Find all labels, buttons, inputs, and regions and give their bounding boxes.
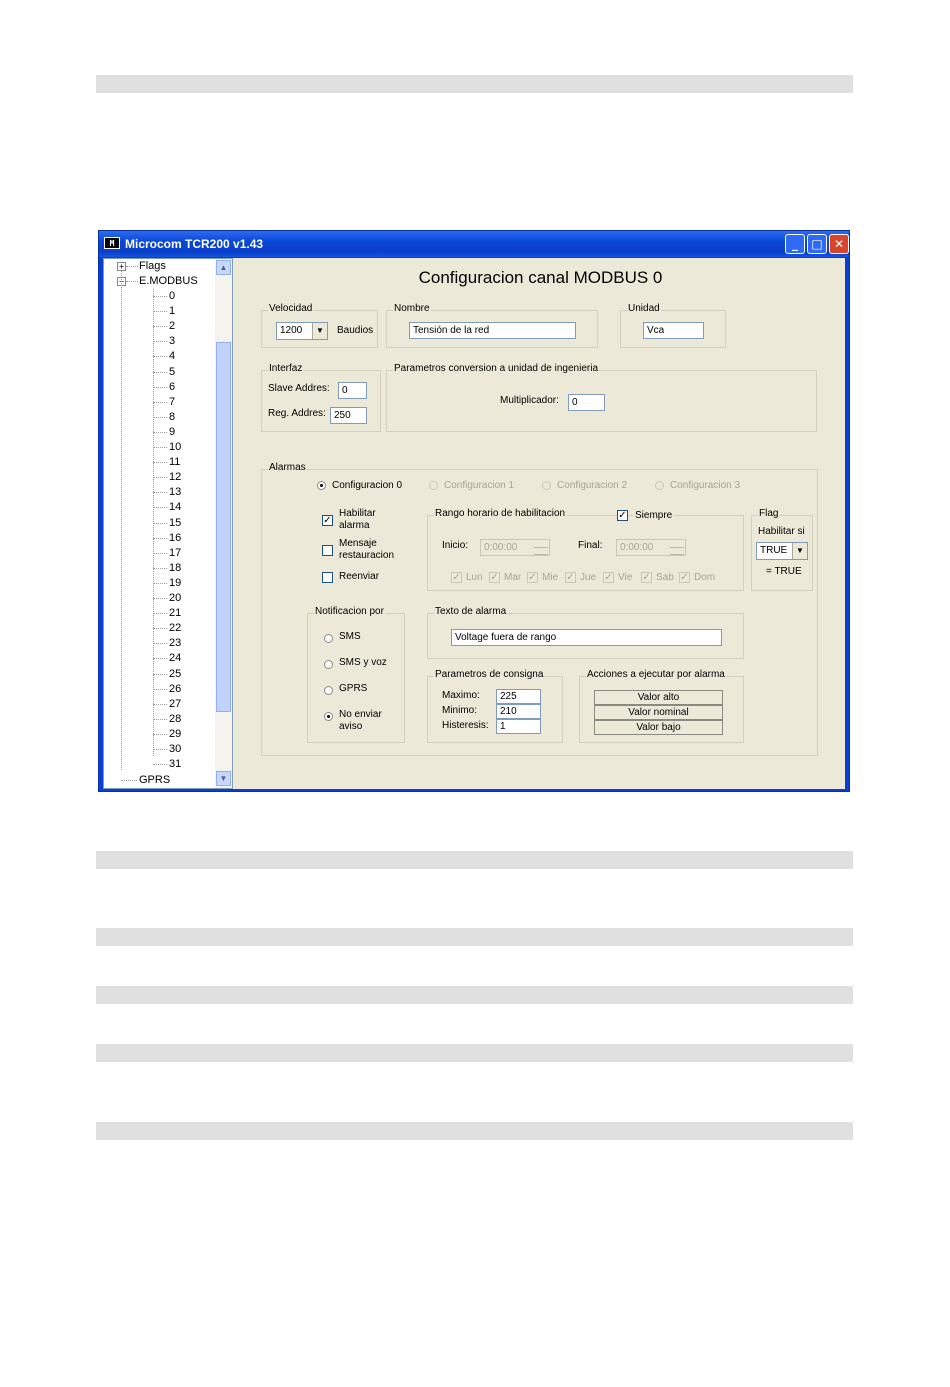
- day-vie-checkbox[interactable]: ✓: [604, 572, 613, 583]
- consigna-group: [427, 669, 563, 743]
- tree-item-channel[interactable]: 8: [169, 410, 176, 423]
- day-label: Mar: [504, 572, 522, 583]
- maximo-input[interactable]: 225: [496, 689, 541, 704]
- unidad-input[interactable]: Vca: [643, 322, 704, 339]
- inicio-time-value: 0:00:00: [484, 542, 518, 553]
- day-mie-checkbox[interactable]: ✓: [528, 572, 537, 583]
- config-2-label: Configuracion 2: [557, 480, 628, 491]
- interfaz-group: [261, 363, 381, 432]
- notificacion-radio[interactable]: [324, 686, 333, 695]
- tree-item-channel[interactable]: 31: [169, 758, 182, 771]
- reenviar-label: Reenviar: [339, 571, 380, 582]
- config-0-radio[interactable]: [317, 481, 326, 490]
- mensaje-restauracion-checkbox[interactable]: [322, 545, 333, 556]
- tree-item-channel[interactable]: 27: [169, 697, 182, 710]
- texto-alarma-group: [427, 606, 744, 659]
- inicio-time-input[interactable]: [480, 539, 550, 556]
- mensaje-restauracion-label: Mensaje restauracion: [339, 538, 395, 561]
- page-divider-bar: [96, 1044, 853, 1062]
- texto-alarma-label: Texto de alarma: [435, 606, 507, 617]
- siempre-checkbox[interactable]: ✓: [618, 510, 627, 521]
- habilitar-alarma-checkbox[interactable]: ✓: [323, 515, 332, 526]
- tree-item-channel[interactable]: 21: [169, 607, 182, 620]
- notificacion-group: [307, 606, 405, 743]
- nombre-label: Nombre: [394, 303, 430, 314]
- app-logo-icon: M: [104, 237, 120, 249]
- conversion-label: Parametros conversion a unidad de ingenieria: [394, 363, 599, 374]
- spinner-icon[interactable]: [534, 541, 548, 554]
- page-divider-bar: [96, 928, 853, 946]
- final-time-value: 0:00:00: [620, 542, 654, 553]
- tree-item-channel[interactable]: 9: [169, 425, 176, 438]
- config-tree[interactable]: [103, 258, 233, 789]
- page-divider-bar: [96, 986, 853, 1004]
- flag-group: [751, 508, 813, 591]
- tree-item-channel[interactable]: 1: [169, 305, 176, 318]
- tree-item-channel[interactable]: 0: [169, 290, 176, 302]
- expand-icon[interactable]: +: [117, 262, 126, 271]
- tree-item-channel[interactable]: 13: [169, 486, 182, 499]
- valor-bajo-button[interactable]: Valor bajo: [594, 720, 723, 735]
- inicio-label: Inicio:: [442, 540, 469, 551]
- tree-item-channel[interactable]: 16: [169, 531, 182, 544]
- page-title: Configuracion canal MODBUS 0: [418, 268, 663, 287]
- day-label: Mie: [542, 572, 559, 583]
- tree-item-channel[interactable]: 30: [169, 743, 182, 755]
- minimo-label: Minimo:: [442, 705, 478, 716]
- tree-item-channel[interactable]: 15: [169, 516, 182, 529]
- tree-item-channel[interactable]: 18: [169, 561, 182, 574]
- config-0-label: Configuracion 0: [332, 480, 403, 491]
- reg-address-label: Reg. Addres:: [268, 408, 326, 419]
- multiplicador-label: Multiplicador:: [500, 395, 559, 406]
- window-title: Microcom TCR200 v1.43: [125, 237, 264, 251]
- tree-item-channel[interactable]: 24: [169, 652, 182, 665]
- slave-address-input[interactable]: 0: [338, 382, 367, 399]
- tree-item-channel[interactable]: 25: [169, 667, 182, 680]
- tree-item-channel[interactable]: 29: [169, 727, 182, 740]
- tree-item-channel[interactable]: 12: [169, 471, 182, 484]
- day-dom-checkbox[interactable]: ✓: [680, 572, 689, 583]
- page-divider-bar: [96, 851, 853, 869]
- chevron-down-icon[interactable]: ▼: [792, 543, 807, 559]
- velocidad-value: 1200: [280, 325, 303, 336]
- habilitar-alarma-label: Habilitar alarma: [339, 508, 376, 531]
- notificacion-radio[interactable]: [324, 660, 333, 669]
- habilitar-si-label: Habilitar si: [758, 526, 805, 537]
- tree-item-channel[interactable]: 28: [169, 712, 182, 725]
- config-3-label: Configuracion 3: [670, 480, 741, 491]
- day-label: Dom: [694, 572, 716, 583]
- day-jue-checkbox[interactable]: ✓: [566, 572, 575, 583]
- notificacion-option-label: GPRS: [339, 683, 368, 694]
- day-lun-checkbox[interactable]: ✓: [452, 572, 461, 583]
- reenviar-checkbox[interactable]: [322, 572, 333, 583]
- consigna-label: Parametros de consigna: [435, 669, 544, 680]
- notificacion-option-label: No enviar aviso: [339, 709, 382, 732]
- page-divider-bar: [96, 1122, 853, 1140]
- client-area: [103, 258, 845, 789]
- velocidad-select[interactable]: [276, 322, 328, 340]
- unidad-group: [620, 303, 726, 348]
- tree-item-channel[interactable]: 7: [169, 395, 176, 408]
- title-bar[interactable]: [99, 231, 849, 257]
- tree-scrollbar[interactable]: [215, 259, 232, 788]
- maximize-button[interactable]: □: [807, 234, 827, 254]
- spinner-icon[interactable]: [670, 541, 684, 554]
- config-2-radio[interactable]: [542, 481, 551, 490]
- collapse-icon[interactable]: −: [117, 277, 126, 286]
- tree-item-emodbus[interactable]: E.MODBUS: [139, 275, 198, 287]
- day-mar-checkbox[interactable]: ✓: [490, 572, 499, 583]
- page-divider-bar: [96, 75, 853, 93]
- close-button[interactable]: ✕: [829, 234, 849, 254]
- tree-item-channel[interactable]: 19: [169, 576, 182, 589]
- rango-horario-label: Rango horario de habilitacion: [435, 508, 566, 519]
- rango-horario-group: [427, 508, 744, 591]
- config-1-radio[interactable]: [429, 481, 438, 490]
- nombre-group: [386, 303, 598, 348]
- day-sab-checkbox[interactable]: ✓: [642, 572, 651, 583]
- tree-item-channel[interactable]: 17: [169, 546, 182, 559]
- alarmas-group: [261, 462, 818, 756]
- config-3-radio[interactable]: [655, 481, 664, 490]
- reg-address-input[interactable]: 250: [330, 407, 367, 424]
- tree-item-channel[interactable]: 26: [169, 682, 182, 695]
- tree-item-channel[interactable]: 2: [169, 320, 176, 333]
- nombre-input[interactable]: Tensión de la red: [409, 322, 576, 339]
- maximo-label: Maximo:: [442, 690, 480, 701]
- day-label: Lun: [466, 572, 483, 583]
- alarmas-label: Alarmas: [269, 462, 306, 473]
- day-label: Sab: [656, 572, 674, 583]
- histeresis-label: Histeresis:: [442, 720, 489, 731]
- slave-address-label: Slave Addres:: [268, 383, 330, 394]
- flag-result: = TRUE: [766, 566, 802, 577]
- tree-item-channel[interactable]: 10: [169, 441, 182, 453]
- final-time-input[interactable]: [616, 539, 686, 556]
- flag-select[interactable]: [756, 542, 808, 560]
- chevron-down-icon[interactable]: ▼: [312, 323, 327, 339]
- scroll-up-icon[interactable]: ▲: [216, 260, 231, 275]
- flag-value: TRUE: [760, 545, 788, 556]
- valor-alto-button[interactable]: Valor alto: [594, 690, 723, 705]
- histeresis-input[interactable]: 1: [496, 719, 541, 734]
- tree-item-channel[interactable]: 11: [169, 456, 181, 469]
- tree-item-flags[interactable]: Flags: [139, 260, 166, 272]
- day-label: Jue: [580, 572, 597, 583]
- baudios-label: Baudios: [337, 325, 374, 336]
- notificacion-radio[interactable]: [324, 634, 333, 643]
- texto-alarma-input[interactable]: Voltage fuera de rango: [451, 629, 722, 646]
- acciones-group: [579, 669, 744, 743]
- minimo-input[interactable]: 210: [496, 704, 541, 719]
- config-1-label: Configuracion 1: [444, 480, 515, 491]
- notificacion-option-label: SMS y voz: [339, 657, 387, 668]
- valor-nominal-button[interactable]: Valor nominal: [594, 705, 723, 720]
- scroll-down-icon[interactable]: ▼: [216, 771, 231, 786]
- tree-item-channel[interactable]: 22: [169, 622, 182, 635]
- siempre-label: Siempre: [635, 510, 673, 521]
- day-label: Vie: [618, 572, 633, 583]
- channel-config-panel: [236, 258, 845, 789]
- notificacion-option-label: SMS: [339, 631, 361, 642]
- tree-item-channel[interactable]: 23: [169, 637, 182, 650]
- final-label: Final:: [578, 540, 603, 551]
- flag-label: Flag: [759, 508, 779, 519]
- multiplicador-input[interactable]: 0: [568, 394, 605, 411]
- interfaz-label: Interfaz: [269, 363, 303, 374]
- velocidad-label: Velocidad: [269, 303, 313, 314]
- conversion-group: [386, 363, 817, 432]
- tree-item-channel[interactable]: 20: [169, 592, 182, 604]
- tree-item-gprs[interactable]: GPRS: [139, 774, 171, 786]
- tree-item-channel[interactable]: 6: [169, 380, 176, 393]
- acciones-label: Acciones a ejecutar por alarma: [587, 669, 725, 680]
- app-window: [98, 230, 850, 792]
- notificacion-radio[interactable]: [324, 712, 333, 721]
- notificacion-label: Notificacion por: [315, 606, 384, 617]
- minimize-button[interactable]: _: [785, 234, 805, 254]
- tree-item-channel[interactable]: 4: [169, 350, 176, 363]
- tree-item-channel[interactable]: 3: [169, 335, 176, 348]
- scroll-thumb[interactable]: [216, 342, 231, 712]
- tree-item-channel[interactable]: 14: [169, 501, 182, 514]
- tree-item-channel[interactable]: 5: [169, 365, 176, 378]
- unidad-label: Unidad: [628, 303, 660, 314]
- velocidad-group: [261, 303, 378, 348]
